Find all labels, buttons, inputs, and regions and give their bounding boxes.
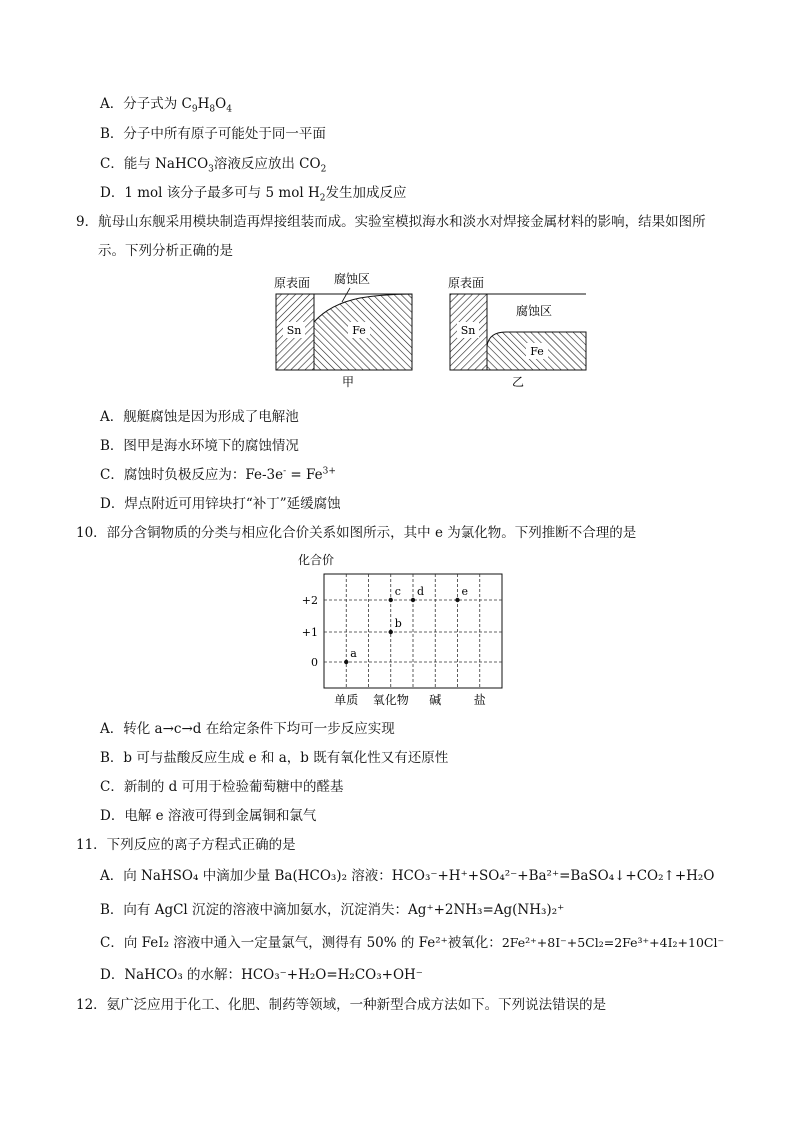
q9-option-c: C．腐蚀时负极反应为：$Fe-3e^- = Fe^{3+}$ bbox=[100, 466, 336, 483]
q9-option-a: A．舰艇腐蚀是因为形成了电解池 bbox=[100, 409, 299, 425]
y-tick-label: +2 bbox=[301, 594, 318, 607]
q9-stem-line1: 9．航母山东舰采用模块制造再焊接组装而成。实验室模拟海水和淡水对焊接金属材料的影响，结果如图所 bbox=[76, 214, 706, 230]
fig-jia-surface: 原表面 bbox=[274, 276, 311, 290]
y-tick-label: +1 bbox=[301, 626, 318, 639]
q10-valence-chart bbox=[290, 548, 520, 710]
point-e bbox=[455, 598, 459, 602]
y-axis-label: 化合价 bbox=[298, 553, 335, 567]
fig-yi-surface: 原表面 bbox=[448, 276, 485, 290]
fig-jia-zone: 腐蚀区 bbox=[334, 272, 371, 286]
fig-jia-caption: 甲 bbox=[341, 375, 355, 389]
point-label-c: c bbox=[394, 585, 401, 598]
q10-option-a: A．转化 a→c→d 在给定条件下均可一步反应实现 bbox=[100, 721, 395, 737]
q12-stem: 12．氨广泛应用于化工、化肥、制药等领域，一种新型合成方法如下。下列说法错误的是 bbox=[76, 997, 607, 1013]
fig-jia-sn: Sn bbox=[286, 324, 302, 337]
fig-yi-zone: 腐蚀区 bbox=[516, 304, 553, 318]
point-c bbox=[389, 598, 393, 602]
figure-jia bbox=[274, 271, 412, 389]
q11-option-b: B．向有 AgCl 沉淀的溶液中滴加氨水，沉淀消失：Ag⁺+2NH₃=Ag(NH₃)₂⁺ bbox=[100, 902, 565, 918]
q11-option-c-equation: 2Fe²⁺+8I⁻+5Cl₂=2Fe³⁺+4I₂+10Cl⁻ bbox=[501, 935, 725, 950]
point-label-e: e bbox=[461, 585, 469, 598]
x-category-label: 单质 bbox=[334, 693, 359, 707]
point-b bbox=[389, 630, 393, 634]
q10-option-d: D．电解 e 溶液可得到金属铜和氯气 bbox=[100, 808, 317, 824]
x-category-label: 氧化物 bbox=[372, 693, 409, 707]
q8-option-d: D．1 mol 该分子最多可与 5 mol $H_2$发生加成反应 bbox=[100, 185, 407, 204]
q8-option-b: B．分子中所有原子可能处于同一平面 bbox=[100, 126, 326, 142]
q11-option-b-equation: Ag⁺+2NH₃=Ag(NH₃)₂⁺ bbox=[408, 902, 565, 918]
point-d bbox=[411, 598, 415, 602]
fig-jia-fe: Fe bbox=[352, 324, 366, 337]
x-category-label: 盐 bbox=[473, 693, 486, 707]
q11-option-c: C．向 FeI₂ 溶液中通入一定量氯气，测得有 50% 的 Fe²⁺被氧化：2Fe²⁺+8I⁻+5Cl₂=2Fe³⁺+4I₂+10Cl⁻ bbox=[100, 935, 725, 951]
q9-figure bbox=[270, 270, 600, 392]
q10-option-c: C．新制的 d 可用于检验葡萄糖中的醛基 bbox=[100, 779, 344, 795]
x-category-label: 碱 bbox=[429, 693, 442, 707]
q8-option-a: A．分子式为 $C_9H_8O_4$ bbox=[100, 96, 232, 115]
y-tick-label: 0 bbox=[311, 656, 318, 669]
q8-option-c: C．能与 NaHCO$_3$溶液反应放出 $CO_2$ bbox=[100, 156, 327, 175]
point-a bbox=[344, 660, 348, 664]
q9-stem-line2: 示。下列分析正确的是 bbox=[98, 243, 233, 259]
point-label-b: b bbox=[394, 617, 402, 630]
point-label-a: a bbox=[350, 647, 357, 660]
q11-option-d: D．NaHCO₃ 的水解：HCO₃⁻+H₂O=H₂CO₃+OH⁻ bbox=[100, 967, 423, 983]
fig-yi-sn: Sn bbox=[460, 324, 476, 337]
q10-stem: 10．部分含铜物质的分类与相应化合价关系如图所示，其中 e 为氯化物。下列推断不合理的是 bbox=[76, 525, 637, 541]
point-label-d: d bbox=[417, 585, 425, 598]
q10-option-b: B．b 可与盐酸反应生成 e 和 a，b 既有氧化性又有还原性 bbox=[100, 750, 449, 766]
q9-option-b: B．图甲是海水环境下的腐蚀情况 bbox=[100, 438, 299, 454]
q11-option-a: A．向 NaHSO₄ 中滴加少量 Ba(HCO₃)₂ 溶液：HCO₃⁻+H⁺+SO₄²⁻+Ba²⁺=BaSO₄↓+CO₂↑+H₂O bbox=[100, 868, 715, 884]
q11-option-d-equation: HCO₃⁻+H₂O=H₂CO₃+OH⁻ bbox=[241, 967, 423, 983]
q11-stem: 11．下列反应的离子方程式正确的是 bbox=[76, 837, 296, 853]
figure-yi bbox=[448, 276, 586, 389]
fig-yi-caption: 乙 bbox=[511, 375, 525, 389]
fig-yi-fe: Fe bbox=[530, 345, 544, 358]
q11-option-a-equation: HCO₃⁻+H⁺+SO₄²⁻+Ba²⁺=BaSO₄↓+CO₂↑+H₂O bbox=[391, 868, 715, 884]
q9-option-d: D．焊点附近可用锌块打“补丁”延缓腐蚀 bbox=[100, 496, 341, 512]
